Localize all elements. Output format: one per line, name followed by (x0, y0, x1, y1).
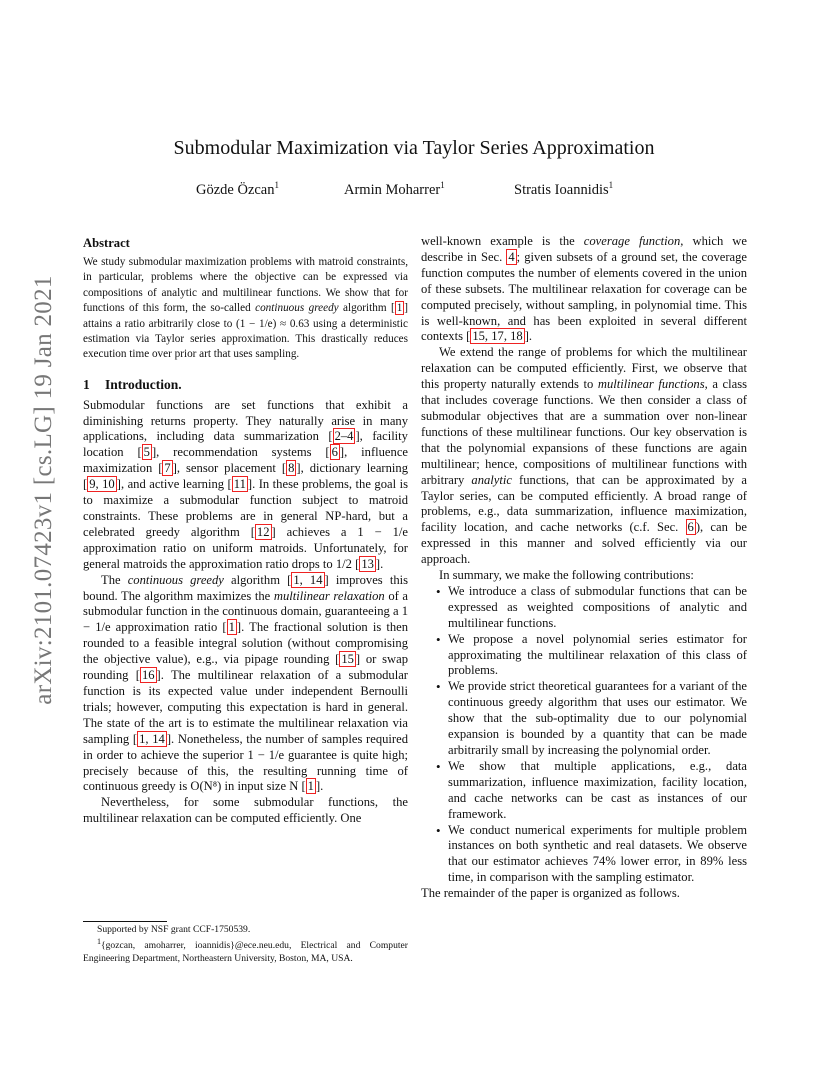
citation-link[interactable]: 1, 14 (139, 731, 165, 746)
intro-paragraph-2: The continuous greedy algorithm [ 1, 14 ] improves this bound. The algorithm maximizes the multilinear relaxation of a submodular function in the continuous domain, guaranteeing a 1 − 1/e approximation ratio [ 1 ]. The fractional solution is then rounded to a feasible integral solution (without compromising the objective value), e.g., via pipage rounding [ 15 ] or swap rounding [ 16 ]. The multilinear relaxation of a submodular function is its expected value under independent Bernoulli trials; however, computing this expectation is hard in general. The state of the art is to estimate the multilinear relaxation via sampling [ 1, 14 ]. Nonetheless, the number of samples required in order to achieve the superior 1 − 1/e guarantee is quite high; precisely because of this, the resulting running time of continuous greedy is O(N⁸) in input size N [ 1 ]. (83, 572, 409, 794)
citation-link[interactable]: 5 (143, 445, 150, 460)
citation-link[interactable]: 8 (288, 461, 295, 476)
abstract-heading: Abstract (83, 236, 130, 250)
citation-link[interactable]: 15 (341, 652, 354, 667)
author-2 (344, 180, 445, 199)
right-column (421, 234, 747, 902)
author-3 (514, 180, 613, 199)
citation-link[interactable]: 1 (396, 302, 403, 315)
paper-title: Submodular Maximization via Taylor Series Approximation (173, 137, 655, 159)
citation-link[interactable]: 15, 17, 18 (472, 329, 523, 344)
citation-link[interactable]: 9, 10 (89, 477, 115, 492)
contribution-item: • We show that multiple applications, e.g., data summarization, influence maximization, facility location, and cache networks can be cast as instances of our framework. (421, 759, 747, 823)
footnote-funding: Supported by NSF grant CCF-1750539. (97, 924, 251, 935)
paper-outline-sentence: The remainder of the paper is organized as follows. (421, 886, 680, 901)
author-name: Gözde Özcan (196, 181, 275, 198)
footnote-list (83, 924, 408, 965)
intro-paragraph-1: Submodular functions are set functions that exhibit a diminishing returns property. They naturally arise in many applications, including data summarization [ 2–4 ], facility location [ 5 ], recommendation systems [ 6 ], influence maximization [ 7 ], sensor placement [ 8 ], dictionary learning [ 9, 10 ], and active learning [ 11 ]. In these problems, the goal is to maximize a submodular function subject to matroid constraints. These problems are in general NP-hard, but a celebrated greedy algorithm [ 12 ] achieves a 1 − 1/e approximation ratio on uniform matroids. Unfortunately, for general matroids the approximation ratio drops to 1/2 [ 13 ]. (83, 397, 408, 571)
section-number: 1 (83, 376, 90, 392)
arxiv-identifier-sidebar (20, 275, 68, 705)
citation-link[interactable]: 13 (361, 556, 374, 571)
author-name: Stratis Ioannidis (514, 181, 609, 198)
right-paragraph-1: well-known example is the coverage function, which we describe in Sec. 4 ; given subsets of a ground set, the coverage function computes the number of elements covered in the union of these subsets. The multilinear relaxation for coverage can be computed precisely, without sampling, in polynomial time. This is well-known, and has been exploited in several different contexts [ 15, 17, 18 ]. (421, 234, 748, 344)
citation-link[interactable]: 11 (233, 477, 246, 492)
citation-link[interactable]: 1 (228, 620, 235, 635)
citation-link[interactable]: 12 (256, 524, 270, 539)
footnotes (83, 921, 408, 965)
author-name: Armin Moharrer (344, 181, 441, 198)
author-1 (196, 180, 279, 199)
affiliation-mark: 1 (274, 180, 279, 190)
footnote-rule (83, 921, 167, 922)
contributions-intro: In summary, we make the following contributions: (439, 568, 694, 583)
citation-link[interactable]: 16 (141, 668, 155, 683)
contribution-item: • We conduct numerical experiments for multiple problem instances on both synthetic and real datasets. We observe that our estimator achieves 74% lower error, in 89% less time, in comparison with the sampling estimator. (421, 823, 747, 887)
section-heading (83, 377, 408, 393)
footnote-mark: 1 (97, 937, 101, 947)
citation-link[interactable]: 2–4 (334, 429, 354, 444)
intro-paragraph-3: Nevertheless, for some submodular functions, the multilinear relaxation can be computed efficiently. One (83, 795, 408, 826)
section-link[interactable]: 6 (687, 520, 694, 535)
abstract-text: We study submodular maximization problems with matroid constraints, in particular, problems where the objective can be expressed via compositions of analytic and multilinear functions. We show that for functions of this form, the so-called continuous greedy algorithm [ 1 ] attains a ratio arbitrarily close to (1 − 1/e) ≈ 0.63 using a deterministic estimation via Taylor series approximation. This drastically reduces execution time over prior art that uses sampling. (83, 255, 409, 361)
contributions-list (421, 584, 747, 886)
right-paragraph-2: We extend the range of problems for which the multilinear relaxation can be computed efficiently. First, we observe that this property naturally extends to multilinear functions, a class that includes coverage functions. We then consider a class of submodular objectives that are a summation over non-linear functions of these multilinear functions. Our key observation is that the polynomial expansions of these functions are again multilinear; hence, compositions of multilinear functions with arbitrary analytic functions, that can be approximated by a Taylor series, can be computed efficiently. A broad range of problems, e.g., data summarization, influence maximization, facility location, and cache networks (c.f. Sec. 6 ), can be expressed in this manner and solved efficiently via our approach. (421, 345, 748, 567)
arxiv-identifier: arXiv:2101.07423v1 [cs.LG] 19 Jan 2021 (30, 275, 57, 705)
footnote-affiliation: $^1${gozcan, amoharrer, ioannidis}@ece.neu.edu, Electrical and Computer Engineering Department, Northeastern University, Boston, MA, USA. (83, 937, 408, 964)
section-link[interactable]: 4 (508, 249, 515, 264)
left-column (83, 236, 408, 827)
citation-link[interactable]: 1 (307, 779, 314, 794)
contribution-item: • We propose a novel polynomial series estimator for approximating the multilinear relaxation of this class of problems. (421, 632, 747, 680)
citation-link[interactable]: 6 (331, 445, 338, 460)
citation-link[interactable]: 1, 14 (293, 572, 323, 587)
affiliation-mark: 1 (440, 180, 445, 190)
contribution-item: • We provide strict theoretical guarantees for a variant of the continuous greedy algorithm that uses our estimator. We show that the sub-optimality due to our polynomial expansion is bounded by a quantity that can be made arbitrarily small by increasing the polynomial order. (421, 679, 747, 759)
citation-link[interactable]: 7 (164, 461, 171, 476)
contribution-item: • We introduce a class of submodular functions that can be expressed as weighted compositions of analytic and multilinear functions. (421, 584, 747, 632)
affiliation-mark: 1 (608, 180, 614, 190)
section-title: Introduction. (105, 376, 182, 392)
